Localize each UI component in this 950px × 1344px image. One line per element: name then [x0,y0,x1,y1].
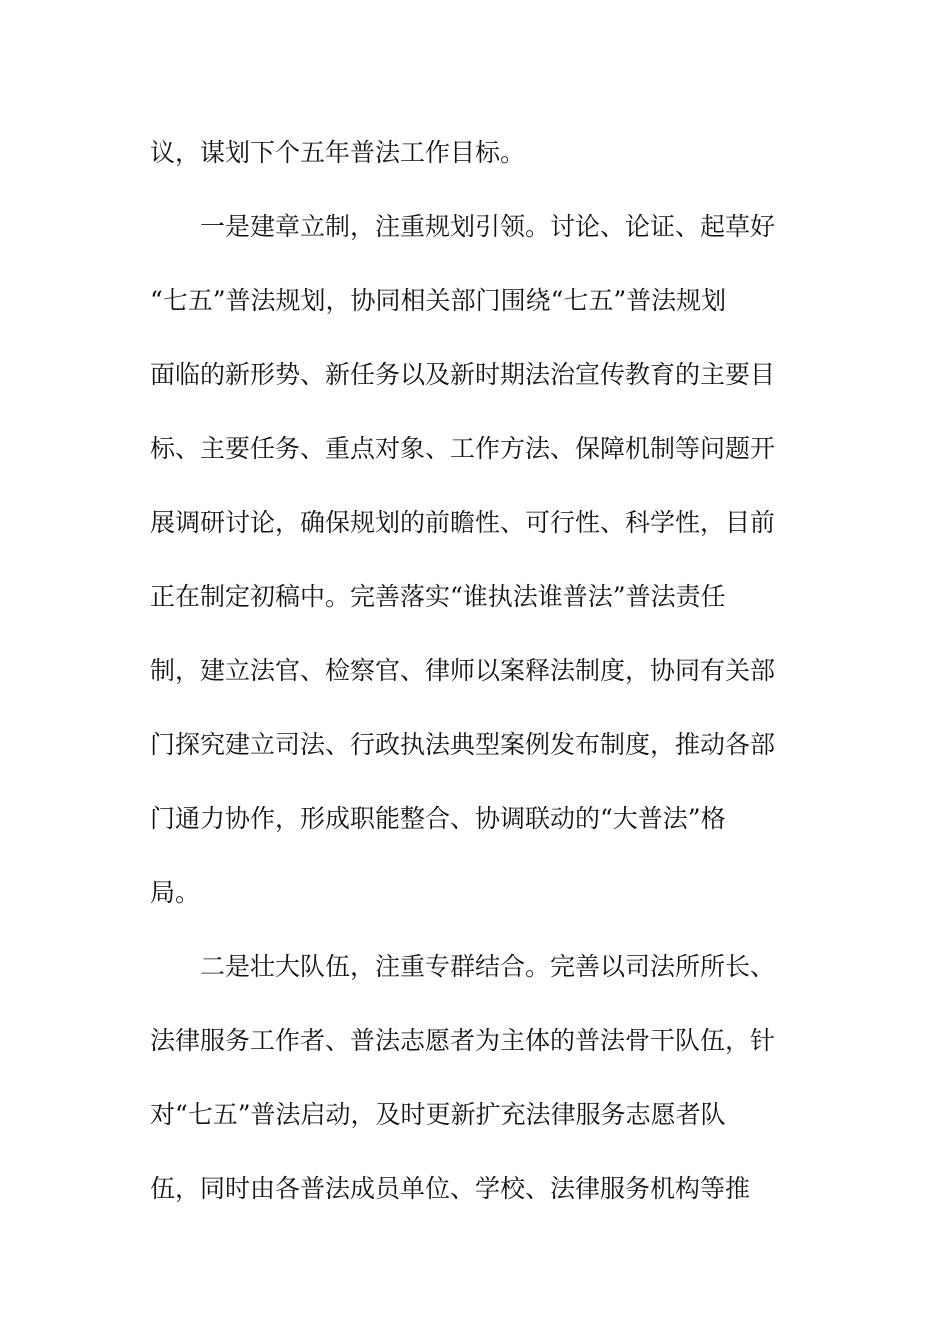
text-line-1: 议，谋划下个五年普法工作目标。 [150,138,526,167]
paragraph-1-line-6: 正在制定初稿中。完善落实“谁执法谁普法”普法责任 [150,582,726,611]
paragraph-2-line-4: 伍，同时由各普法成员单位、学校、法律服务机构等推 [150,1174,751,1203]
paragraph-1-line-3: 面临的新形势、新任务以及新时期法治宣传教育的主要目 [150,360,776,389]
paragraph-1-line-7: 制，建立法官、检察官、律师以案释法制度，协同有关部 [150,656,776,685]
paragraph-1-line-10: 局。 [150,878,201,907]
paragraph-1-line-2: “七五”普法规划，协同相关部门围绕“七五”普法规划 [150,286,727,315]
paragraph-2-line-1: 二是壮大队伍，注重专群结合。完善以司法所所长、 [200,952,776,981]
paragraph-2-line-2: 法律服务工作者、普法志愿者为主体的普法骨干队伍，针 [150,1026,776,1055]
paragraph-1-line-5: 展调研讨论，确保规划的前瞻性、可行性、科学性，目前 [150,508,776,537]
paragraph-1-line-4: 标、主要任务、重点对象、工作方法、保障机制等问题开 [150,434,776,463]
paragraph-1-line-9: 门通力协作，形成职能整合、协调联动的“大普法”格 [150,804,726,833]
paragraph-2-line-3: 对“七五”普法启动，及时更新扩充法律服务志愿者队 [150,1100,726,1129]
paragraph-1-line-8: 门探究建立司法、行政执法典型案例发布制度，推动各部 [150,730,776,759]
paragraph-1-line-1: 一是建章立制，注重规划引领。讨论、论证、起草好 [200,212,776,241]
